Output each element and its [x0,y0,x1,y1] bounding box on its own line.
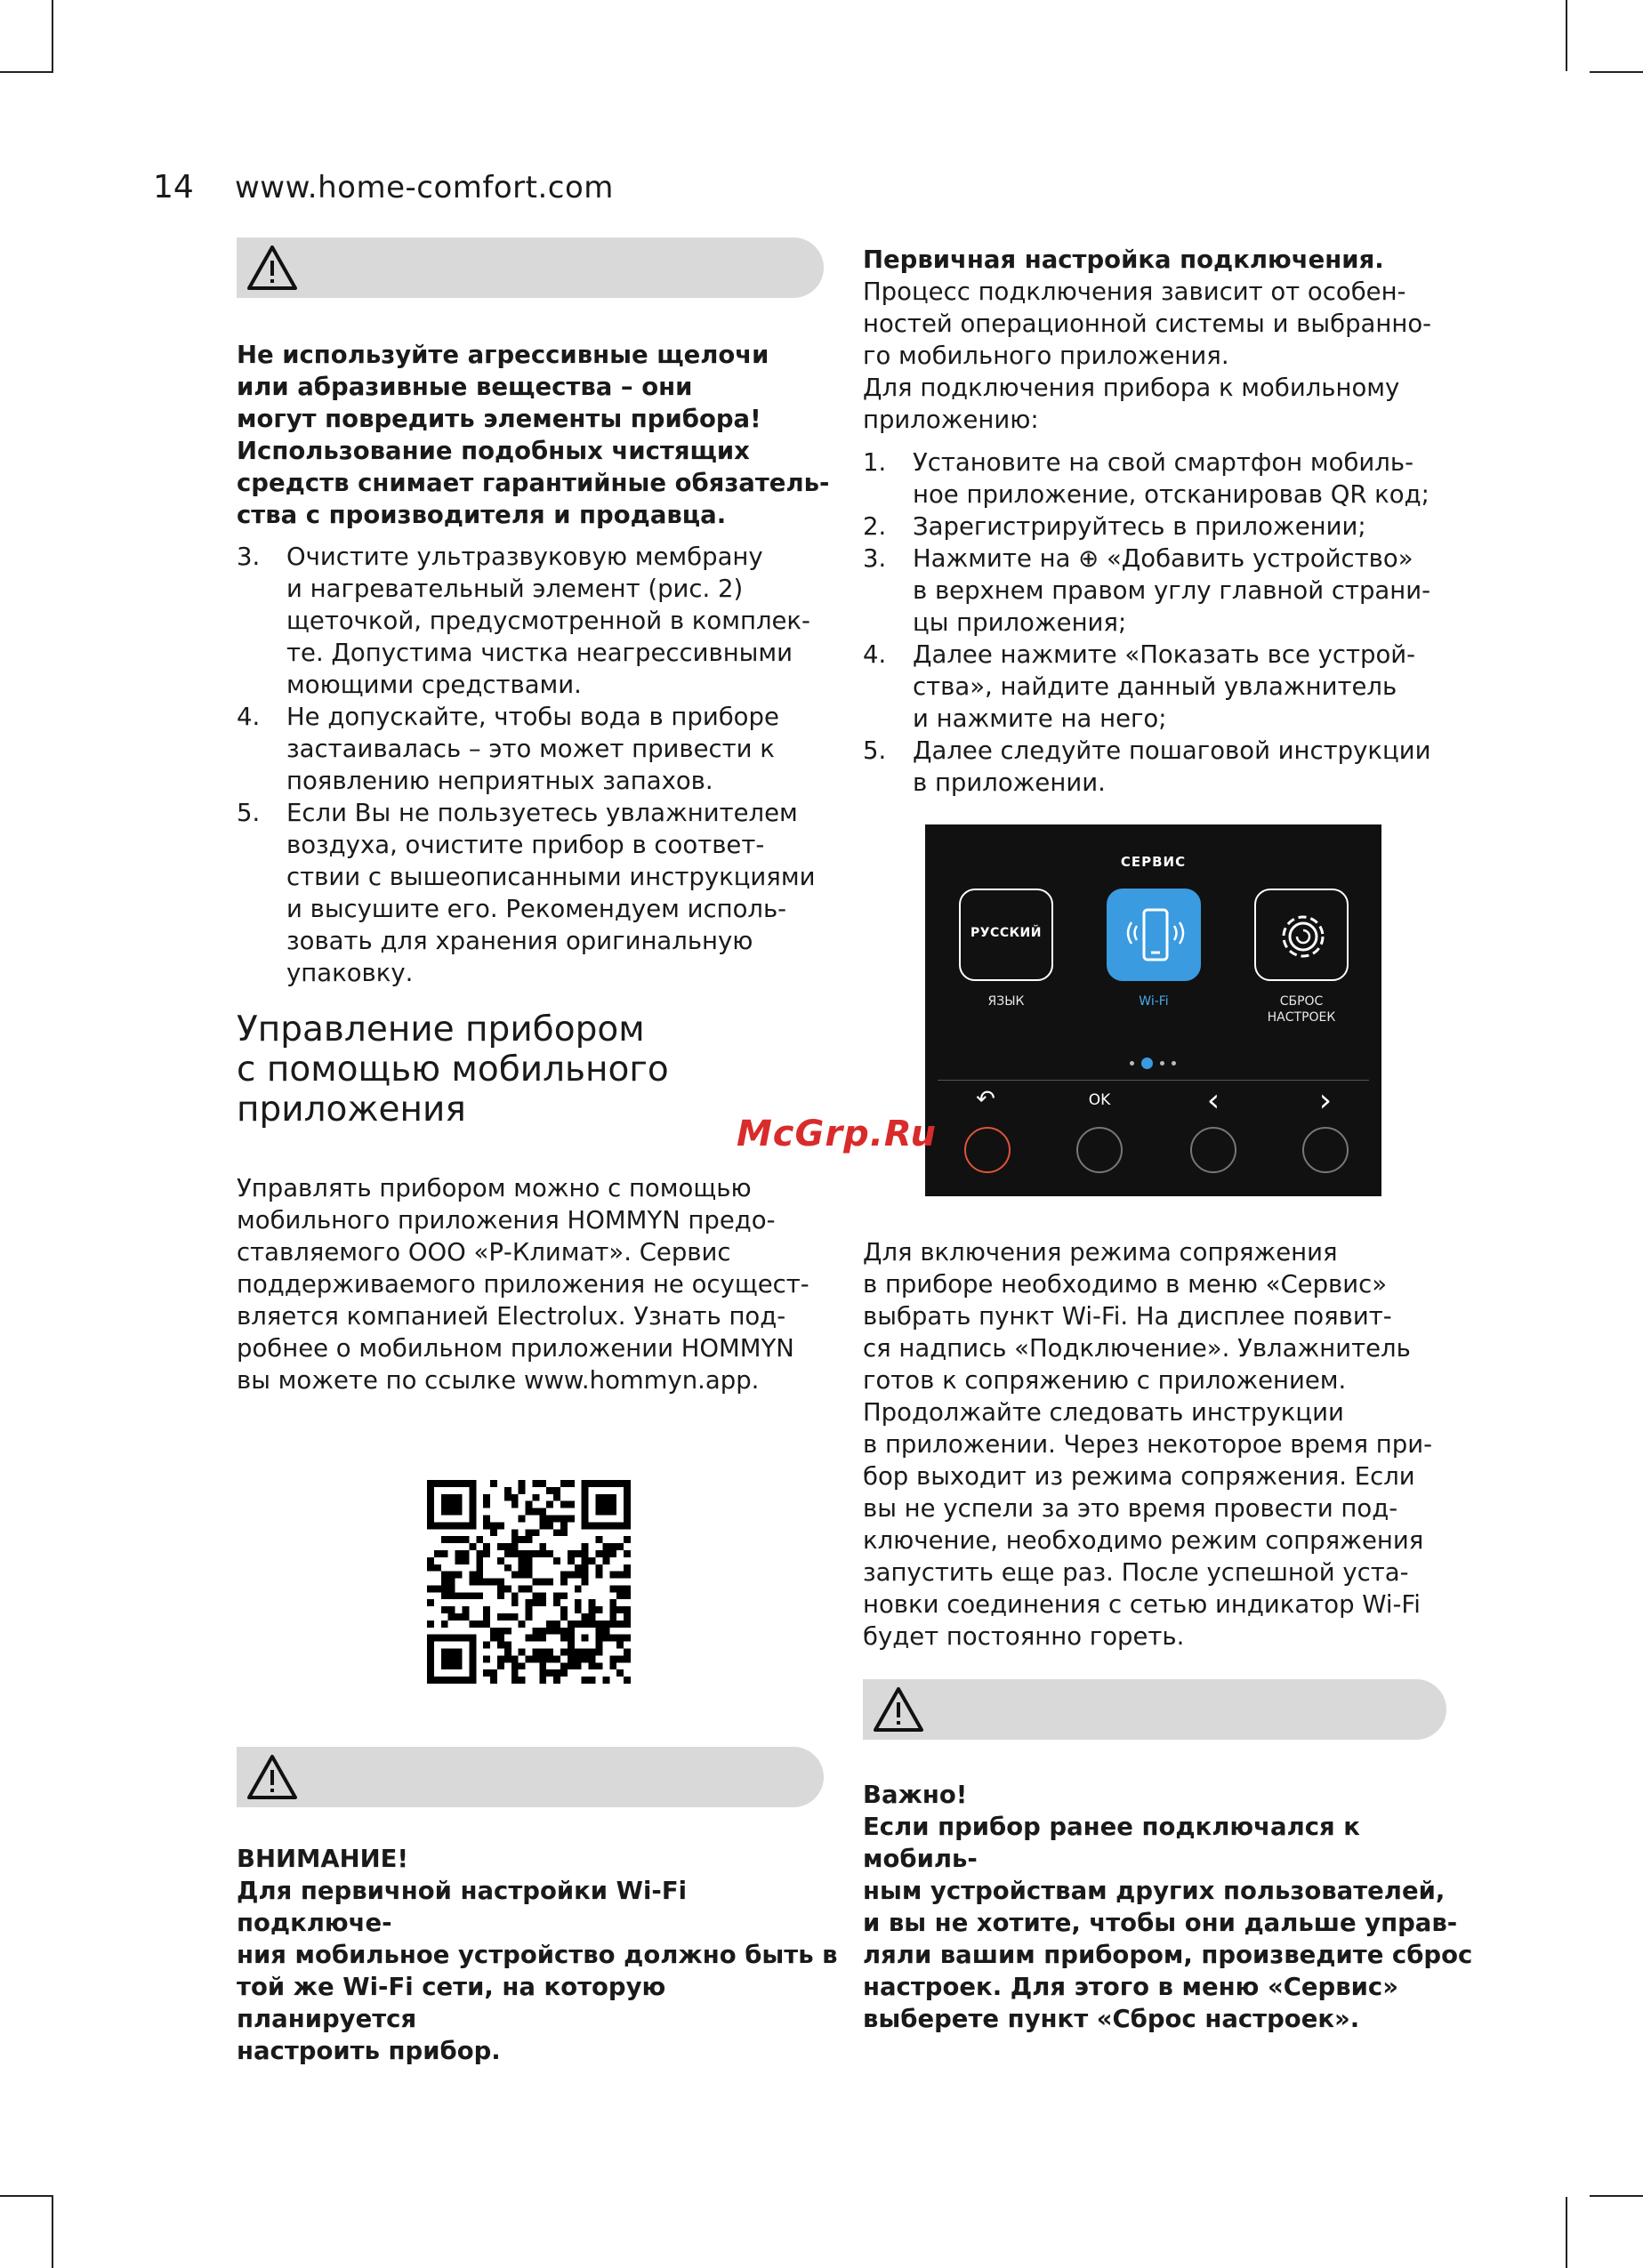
text-line: той же Wi-Fi сети, на которую планируется [237,1973,666,2033]
text-line: ным устройствам других пользователей, [863,1877,1446,1905]
crop-mark [1590,2195,1643,2197]
text-line: Использование подобных чистящих [237,437,750,465]
list-item [237,701,842,797]
text-line: и нагревательный элемент (рис. 2) [286,575,744,603]
reset-tile [1254,889,1349,981]
device-service-screen [925,824,1381,1196]
text-line: и вы не хотите, чтобы они дальше управ- [863,1909,1458,1937]
wifi-label: Wi-Fi [1139,994,1169,1009]
page-dot-active [1141,1058,1153,1069]
smartphone-wifi-icon [1108,890,1203,983]
text-line: Зарегистрируйтесь в приложении; [913,512,1366,541]
list-item [863,735,1477,799]
connection-steps-list [863,446,1477,799]
text-line: могут повредить элементы прибора! [237,405,761,433]
text-line: Очистите ультразвуковую мембрану [286,543,763,571]
warning-bar [863,1679,1446,1740]
screen-title: СЕРВИС [1120,854,1187,870]
crop-mark [0,71,53,73]
text-line: робнее о мобильном приложении HOMMYN [237,1334,794,1363]
warning-bar [237,1747,824,1807]
pairing-paragraph [863,1236,1477,1653]
app-paragraph [237,1172,842,1396]
list-item [237,541,842,701]
wifi-tile [1107,889,1201,981]
text-line: появлению неприятных запахов. [286,767,713,795]
language-tile [959,889,1053,981]
list-number: 4. [237,703,261,731]
text-line: Если Вы не пользуетесь увлажнителем [286,799,798,827]
text-line: запустить еще раз. После успешной уста- [863,1558,1409,1587]
text-line: в приложении. [913,768,1106,797]
list-text [913,735,1477,799]
text-line: Для подключения прибора к мобильному [863,374,1400,402]
crop-mark [1566,0,1567,71]
screen-divider [938,1080,1369,1081]
crop-mark [52,2197,53,2268]
list-text [913,543,1477,639]
text-line: ся надпись «Подключение». Увлажнитель [863,1334,1411,1363]
list-text [913,446,1477,511]
page-dot [1172,1061,1176,1066]
text-line: го мобильного приложения. [863,342,1229,370]
list-text [286,797,842,989]
list-item [863,511,1477,543]
text-line: Не используйте агрессивные щелочи [237,341,769,369]
page-dot [1130,1061,1134,1066]
text-line: зовать для хранения оригинальную [286,927,753,955]
cleaning-steps-list [237,541,842,989]
text-line: мобильного приложения HOMMYN предо- [237,1206,776,1235]
left-button [1190,1127,1236,1173]
text-line: Если прибор ранее подключался к мобиль- [863,1813,1360,1873]
list-item [863,639,1477,735]
warning-text-1 [237,339,842,531]
text-line: ляли вашим прибором, произведите сброс [863,1941,1473,1969]
text-line: Для первичной настройки Wi-Fi подключе- [237,1877,688,1937]
list-number: 1. [863,448,887,477]
page-dot [1160,1061,1164,1066]
text-line: те. Допустима чистка неагрессивными [286,639,793,667]
text-line: новки соединения с сетью индикатор Wi-Fi [863,1590,1421,1619]
language-tile-text: РУССКИЙ [970,926,1042,940]
text-line: воздуха, очистите прибор в соответ- [286,831,765,859]
heading-line: приложения [237,1090,466,1130]
text-line: в приложении. Через некоторое время при- [863,1430,1433,1459]
text-line: выбрать пункт Wi-Fi. На дисплее появит- [863,1302,1392,1331]
chevron-right-icon: › [1318,1082,1333,1119]
list-text [913,639,1477,735]
text-line: средств снимает гарантийные обязатель- [237,469,830,497]
text-line: ствии с вышеописанными инструкциями [286,863,816,891]
text-line: Нажмите на ⊕ «Добавить устройство» [913,544,1413,573]
list-number: 5. [863,736,887,765]
text-line: упаковку. [286,959,414,987]
ok-label: OK [1088,1091,1111,1109]
list-text [286,701,842,797]
text-line: поддерживаемого приложения не осущест- [237,1270,809,1299]
text-line: ства с производителя и продавца. [237,501,727,529]
page-number: 14 [153,169,194,205]
text-line: щеточкой, предусмотренной в комплек- [286,607,810,635]
text-line: вы не успели за это время провести под- [863,1494,1398,1523]
text-line: или абразивные вещества – они [237,373,693,401]
list-number: 3. [863,544,887,573]
text-line: приложению: [863,406,1039,434]
crop-mark [0,2195,53,2197]
text-line: в верхнем правом углу главной страни- [913,576,1431,605]
crop-mark [1590,71,1643,73]
back-icon: ↶ [976,1086,995,1113]
text-line: Важно! [863,1781,968,1809]
intro-title: Первичная настройка подключения. [863,245,1384,274]
warning-triangle-icon [246,243,299,293]
list-number: 5. [237,799,261,827]
gear-reset-icon [1256,890,1350,983]
text-line: вы можете по ссылке www.hommyn.app. [237,1366,760,1395]
warning-triangle-icon [872,1685,925,1734]
list-number: 4. [863,640,887,669]
text-line: ное приложение, отсканировав QR код; [913,480,1430,509]
page-indicator [1130,1058,1176,1069]
text-line: вляется компанией Electrolux. Узнать под- [237,1302,786,1331]
text-line: ства», найдите данный увлажнитель [913,672,1397,701]
text-line: бор выходит из режима сопряжения. Если [863,1462,1415,1491]
text-line: ния мобильное устройство должно быть в [237,1941,838,1969]
text-line: и высушите его. Рекомендуем исполь- [286,895,787,923]
text-line: Продолжайте следовать инструкции [863,1398,1344,1427]
ok-button [1076,1127,1123,1173]
text-line: Не допускайте, чтобы вода в приборе [286,703,779,731]
text-line: настроек. Для этого в меню «Сервис» [863,1973,1398,2001]
text-line: Установите на свой смартфон мобиль- [913,448,1414,477]
website-url: www.home-comfort.com [235,170,614,205]
text-line: ностей операционной системы и выбранно- [863,310,1432,338]
text-line: застаивалась – это может привести к [286,735,775,763]
text-line: ВНИМАНИЕ! [237,1845,408,1873]
text-line: готов к сопряжению с приложением. [863,1366,1347,1395]
text-line: Далее следуйте пошаговой инструкции [913,736,1431,765]
warning-text-2 [237,1843,850,2067]
text-line: выберете пункт «Сброс настроек». [863,2005,1360,2033]
list-text [913,511,1477,543]
text-line: цы приложения; [913,608,1127,637]
list-number: 2. [863,512,887,541]
heading-line: с помощью мобильного [237,1050,669,1090]
crop-mark [1566,2197,1567,2268]
list-item [863,543,1477,639]
text-line: Управлять прибором можно с помощью [237,1174,752,1202]
reset-label-line: НАСТРОЕК [1267,1010,1336,1025]
heading-line: Управление прибором [237,1009,645,1050]
warning-bar [237,237,824,298]
text-line: ключение, необходимо режим сопряжения [863,1526,1424,1555]
connection-intro [863,244,1477,436]
text-line: Далее нажмите «Показать все устрой- [913,640,1416,669]
watermark: McGrp.Ru [737,1114,937,1154]
text-line: будет постоянно гореть. [863,1622,1185,1651]
text-line: Для включения режима сопряжения [863,1238,1338,1267]
text-line: Процесс подключения зависит от особен- [863,277,1406,306]
text-line: и нажмите на него; [913,704,1167,733]
crop-mark [52,0,53,71]
text-line: моющими средствами. [286,671,582,699]
back-button [964,1127,1011,1173]
warning-triangle-icon [246,1752,299,1802]
right-button [1302,1127,1349,1173]
page-header [153,169,614,205]
language-label: ЯЗЫК [987,994,1025,1009]
warning-text-3 [863,1779,1477,2035]
chevron-left-icon: ‹ [1206,1082,1220,1119]
qr-code [427,1480,631,1684]
reset-label [1239,993,1364,1025]
list-item [237,797,842,989]
section-heading [237,1009,842,1130]
text-line: в приборе необходимо в меню «Сервис» [863,1270,1388,1299]
reset-label-line: СБРОС [1279,994,1324,1009]
list-item [863,446,1477,511]
text-line: настроить прибор. [237,2037,501,2065]
text-line: ставляемого ООО «Р-Климат». Сервис [237,1238,731,1267]
list-number: 3. [237,543,261,571]
list-text [286,541,842,701]
